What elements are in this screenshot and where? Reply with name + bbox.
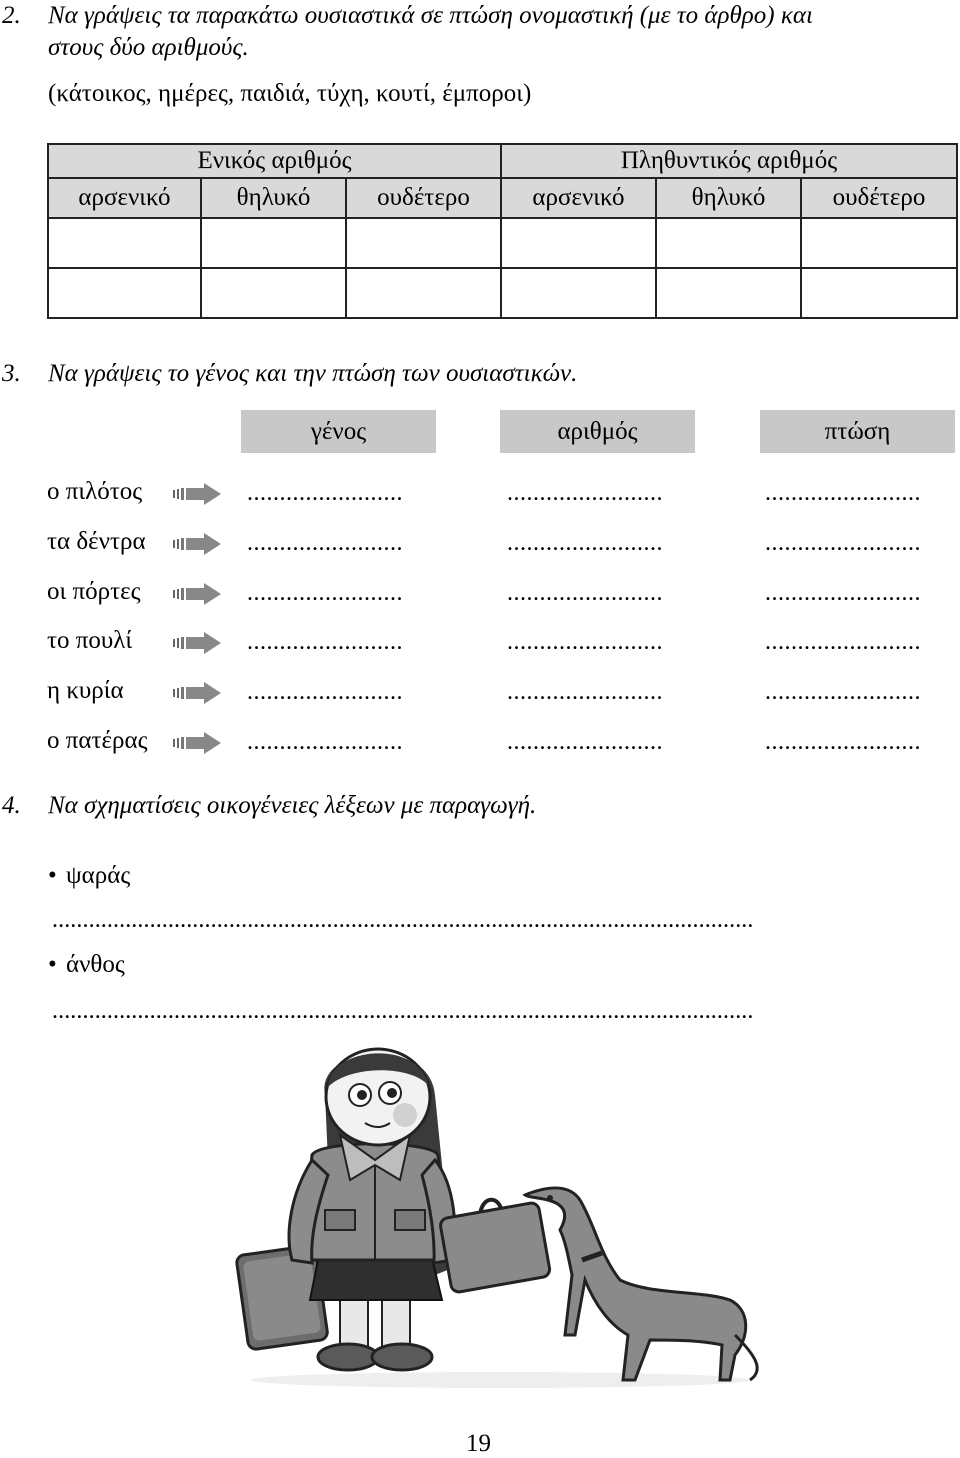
header-number: αριθμός [500,410,695,453]
word-item: ψαράς [66,862,131,889]
plural-header: Πληθυντικός αριθμός [501,144,957,178]
header-case: πτώση [760,410,955,453]
answer-cell[interactable] [656,268,801,318]
word-item: οι πόρτες [47,578,141,605]
blank-case[interactable]: ........................ [765,729,921,755]
blank-gender[interactable]: ........................ [247,679,403,705]
word-item: άνθος [66,951,125,978]
answer-cell[interactable] [346,268,501,318]
subheader-neuter-singular: ουδέτερο [346,178,501,218]
bullet-icon: • [48,862,57,889]
blank-number[interactable]: ........................ [507,530,663,556]
blank-case[interactable]: ........................ [765,480,921,506]
word-item: τα δέντρα [47,528,146,555]
singular-header: Ενικός αριθμός [48,144,501,178]
answer-line[interactable]: ................................................................................................................... [52,907,754,933]
answer-cell[interactable] [48,218,201,268]
blank-number[interactable]: ........................ [507,629,663,655]
answer-cell[interactable] [501,268,656,318]
blank-gender[interactable]: ........................ [247,480,403,506]
arrow-right-icon [173,682,221,704]
answer-cell[interactable] [48,268,201,318]
blank-number[interactable]: ........................ [507,480,663,506]
exercise2-instruction-line1: Να γράψεις τα παρακάτω ουσιαστικά σε πτώση ονομαστική (με το άρθρο) και [48,2,813,29]
exercise2-word-list: (κάτοικος, ημέρες, παιδιά, τύχη, κουτί, έμποροι) [48,80,532,107]
girl-with-suitcases-and-dog-illustration [230,1035,770,1395]
answer-cell[interactable] [201,218,346,268]
subheader-masculine-plural: αρσενικό [501,178,656,218]
arrow-right-icon [173,533,221,555]
blank-number[interactable]: ........................ [507,679,663,705]
blank-case[interactable]: ........................ [765,679,921,705]
word-item: το πουλί [47,627,133,654]
answer-cell[interactable] [201,268,346,318]
arrow-right-icon [173,732,221,754]
bullet-icon: • [48,951,57,978]
subheader-feminine-plural: θηλυκό [656,178,801,218]
word-item: ο πιλότος [47,478,143,505]
subheader-neuter-plural: ουδέτερο [801,178,957,218]
blank-case[interactable]: ........................ [765,580,921,606]
blank-number[interactable]: ........................ [507,580,663,606]
exercise4-instruction: Να σχηματίσεις οικογένειες λέξεων με παραγωγή. [48,792,537,819]
blank-case[interactable]: ........................ [765,530,921,556]
answer-cell[interactable] [501,218,656,268]
answer-cell[interactable] [346,218,501,268]
blank-gender[interactable]: ........................ [247,580,403,606]
header-gender: γένος [241,410,436,453]
arrow-right-icon [173,483,221,505]
answer-line[interactable]: ................................................................................................................... [52,998,754,1024]
blank-gender[interactable]: ........................ [247,530,403,556]
exercise2-instruction-line2: στους δύο αριθμούς. [48,34,249,61]
blank-gender[interactable]: ........................ [247,729,403,755]
subheader-masculine-singular: αρσενικό [48,178,201,218]
exercise2-number: 2. [2,2,21,29]
exercise3-number: 3. [2,360,21,387]
word-item: ο πατέρας [47,727,148,754]
page-number: 19 [466,1430,491,1457]
exercise3-instruction: Να γράψεις το γένος και την πτώση των ουσιαστικών. [48,360,578,387]
answer-cell[interactable] [801,268,957,318]
blank-case[interactable]: ........................ [765,629,921,655]
blank-number[interactable]: ........................ [507,729,663,755]
word-item: η κυρία [47,677,124,704]
blank-gender[interactable]: ........................ [247,629,403,655]
noun-declension-table [47,143,958,319]
arrow-right-icon [173,583,221,605]
answer-cell[interactable] [656,218,801,268]
answer-cell[interactable] [801,218,957,268]
subheader-feminine-singular: θηλυκό [201,178,346,218]
arrow-right-icon [173,632,221,654]
exercise4-number: 4. [2,792,21,819]
